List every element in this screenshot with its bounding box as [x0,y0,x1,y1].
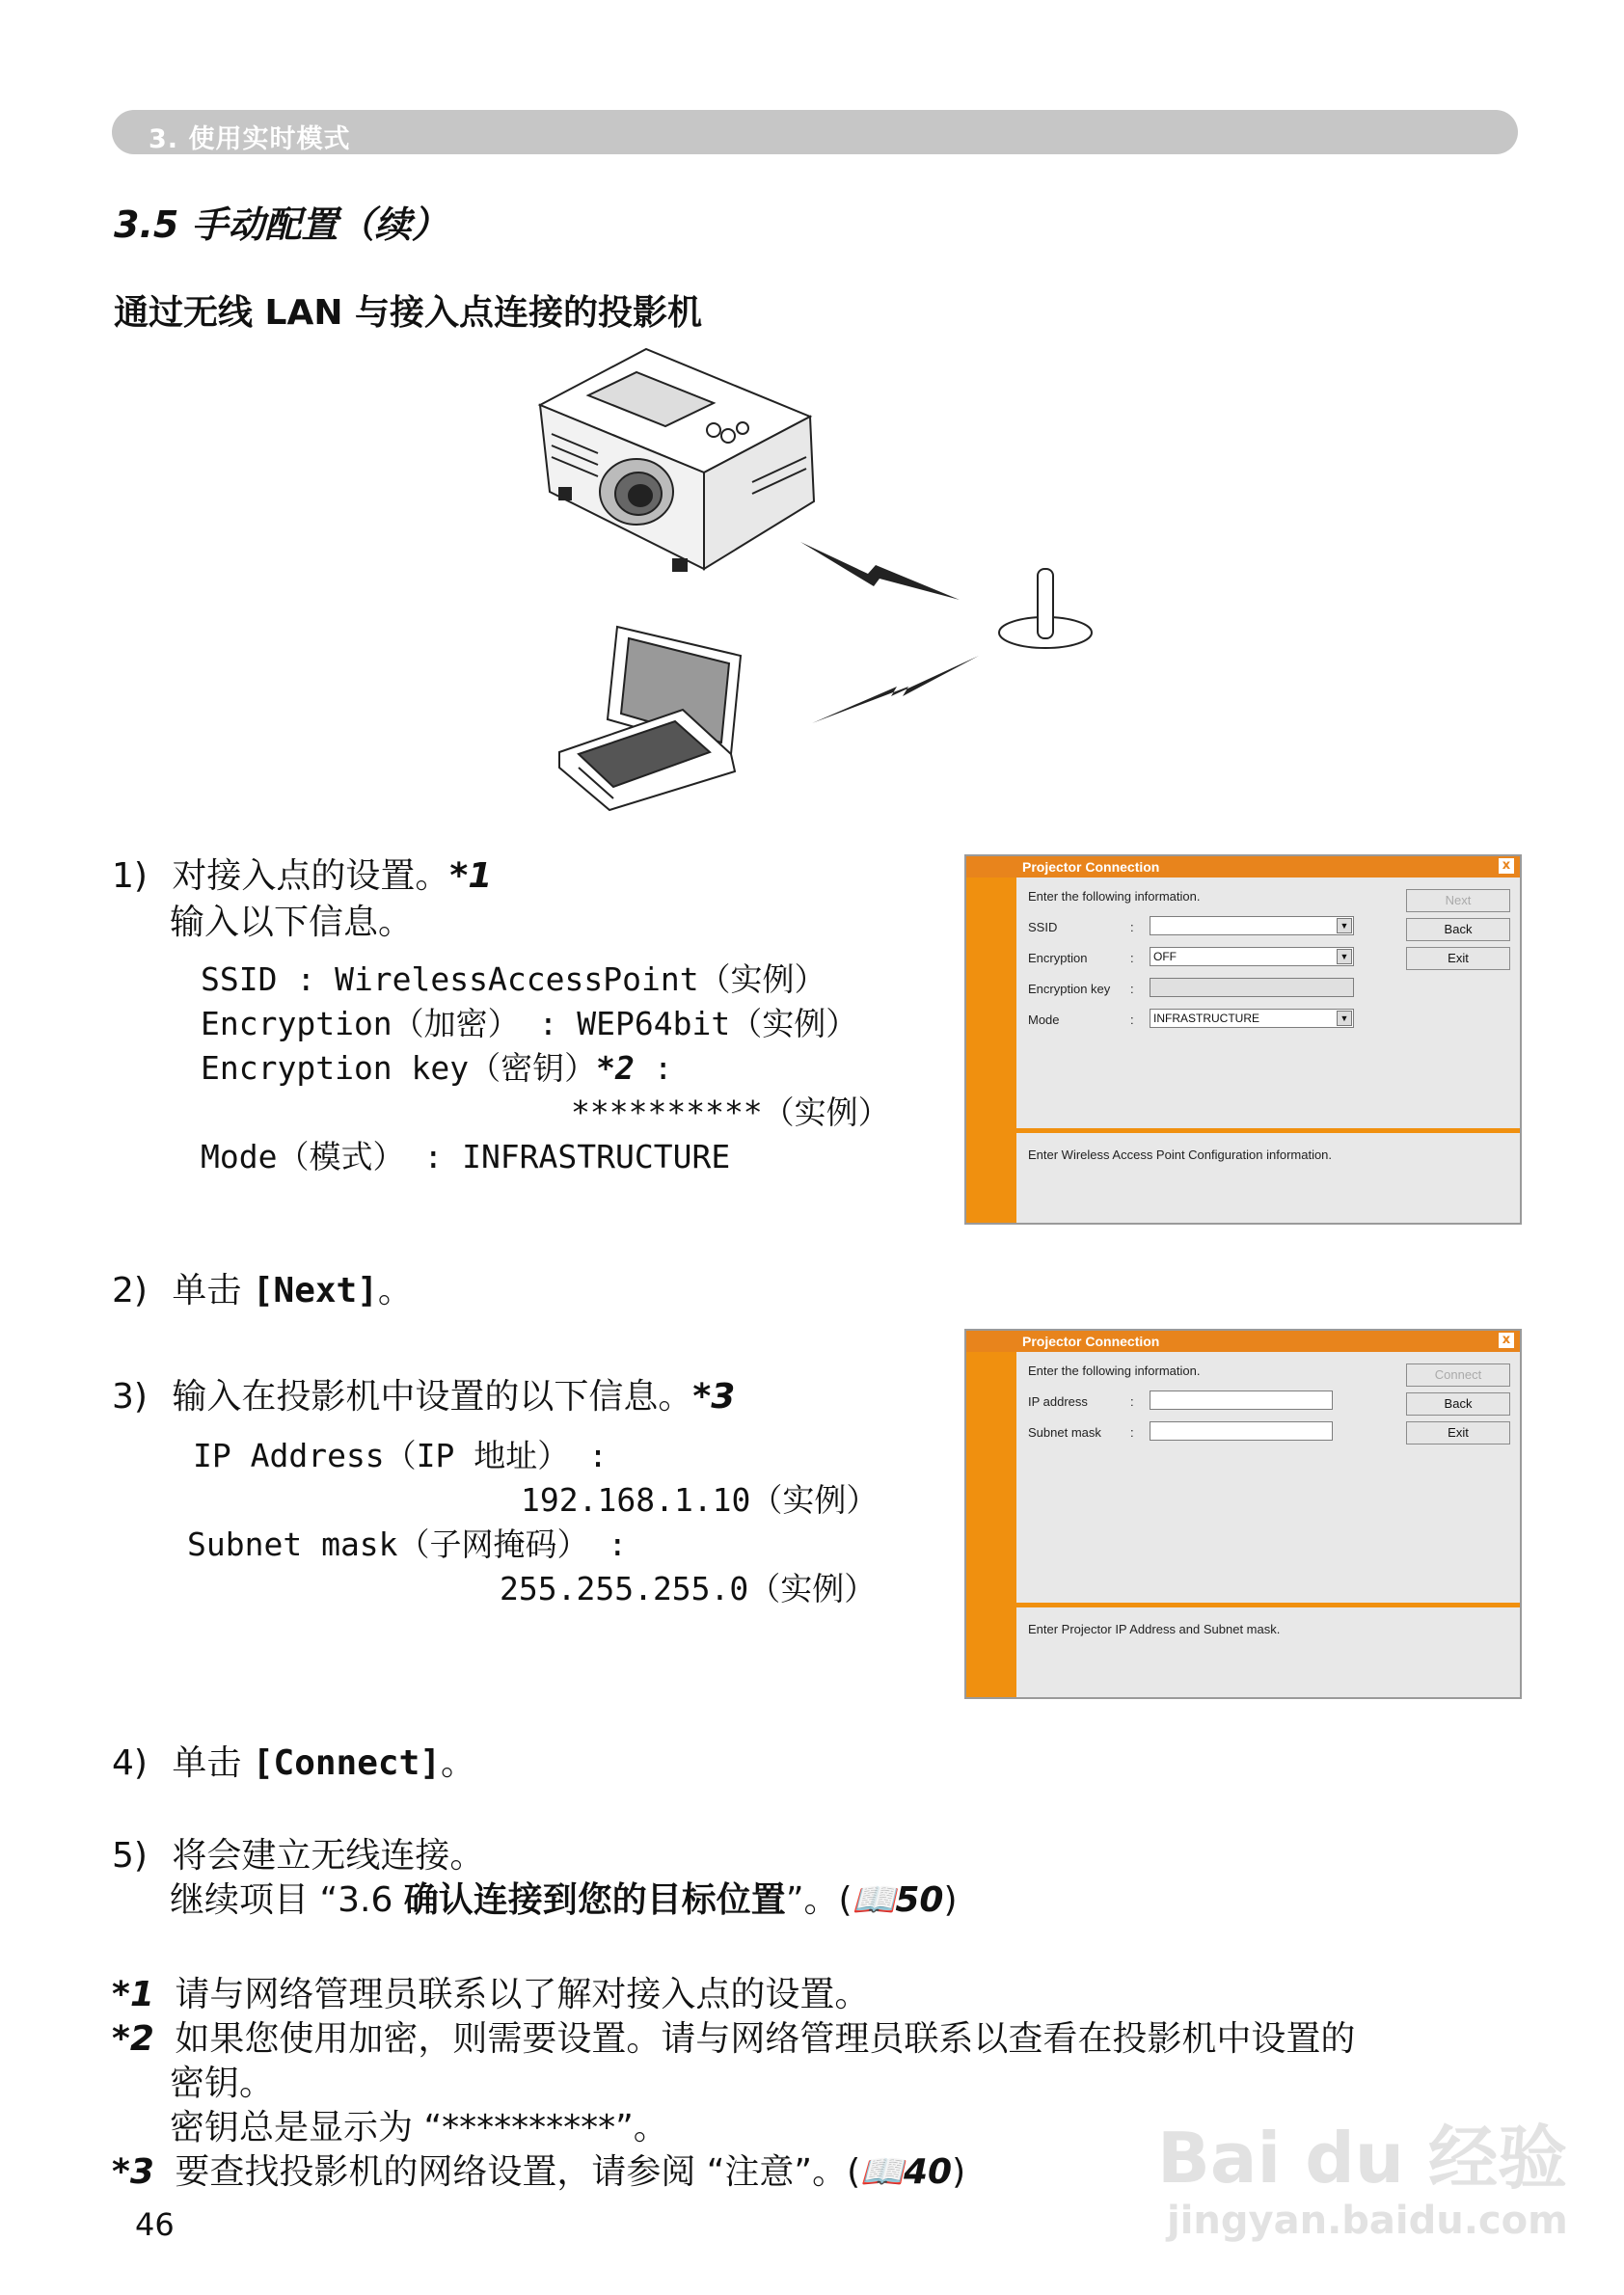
close-icon[interactable]: x [1499,1333,1514,1348]
ip-address-field-colon: : [1130,1394,1134,1409]
ip-address-field-label: IP address [1028,1394,1088,1409]
encryption-key-field-colon: : [1130,982,1134,996]
exit-button[interactable]: Exit [1406,947,1510,970]
subnet-mask-input[interactable] [1150,1421,1333,1441]
note-1-mark: *1 [112,1975,154,2014]
step-1 [112,849,492,898]
chevron-down-icon[interactable]: ▼ [1337,1011,1352,1026]
dialog-instruction: Enter the following information. [1028,1364,1201,1378]
step-5-text: 将会建立无线连接。 [172,1836,485,1876]
step-5-number: 5) [112,1836,148,1876]
subnet-mask-field-colon: : [1130,1425,1134,1440]
dialog-status-text: Enter Wireless Access Point Configuration information. [1028,1148,1333,1162]
book-icon: 📖 [860,2152,904,2192]
baidu-watermark-url: jingyan.baidu.com [1167,2199,1568,2243]
ssid-label: SSID [1028,920,1058,934]
next-button[interactable]: Next [1406,889,1510,912]
note-1-text: 请与网络管理员联系以了解对接入点的设置。 [175,1975,870,2014]
subnet-mask-value: 255.255.255.0（实例） [500,1570,877,1607]
note-ref-3: *3 [692,1377,736,1417]
encryption-select-value: OFF [1153,950,1177,963]
step-4 [112,1736,475,1785]
step-3 [112,1369,735,1418]
note-2-text: 如果您使用加密，则需要设置。请与网络管理员联系以查看在投影机中设置的 [175,2019,1356,2059]
chapter-header-bar [112,110,1518,154]
projector-connection-dialog-1 [964,854,1522,1225]
chevron-down-icon[interactable]: ▼ [1337,918,1352,933]
note-2-mark: *2 [112,2019,154,2059]
encryption-key-colon: : [634,1049,673,1087]
encryption-key-value: **********（实例） [571,1094,890,1131]
mode-select[interactable] [1150,1009,1354,1028]
exit-button[interactable]: Exit [1406,1421,1510,1444]
note-3-mark: *3 [112,2152,154,2192]
close-icon[interactable]: x [1499,858,1514,874]
page-number: 46 [135,2206,175,2243]
step-2-text: 单击 [172,1271,253,1310]
connect-button[interactable]: Connect [1406,1364,1510,1387]
step-5-close: ) [943,1880,958,1920]
dialog-side-band [966,878,1016,1223]
ip-address-value: 192.168.1.10（实例） [521,1481,879,1519]
subnet-mask-label: Subnet mask（子网掩码） : [187,1526,628,1563]
dialog-title: Projector Connection [966,856,1520,878]
connect-button-reference: [Connect] [252,1743,441,1783]
step-1-number: 1) [112,856,148,896]
note-2 [112,2012,1355,2061]
step-3-text: 输入在投影机中设置的以下信息。 [172,1377,693,1417]
encryption-colon: : [1130,951,1134,965]
note-2-line3: 密钥总是显示为 “**********”。 [170,2108,668,2147]
page-reference-50[interactable]: 50 [895,1880,944,1920]
step-5 [112,1828,484,1877]
ssid-colon: : [1130,920,1134,934]
page-reference-40[interactable]: 40 [903,2152,953,2192]
step-5-continue: 继续项目 “3.6 [170,1880,404,1920]
wireless-signal-icon [800,542,979,723]
step-4-number: 4) [112,1743,148,1783]
dialog-side-band [966,1352,1016,1697]
note-3-close: ) [952,2152,966,2192]
mode-example: Mode（模式） : INFRASTRUCTURE [201,1138,731,1175]
sub-title: 通过无线 LAN 与接入点连接的投影机 [114,293,702,333]
encryption-key-example [201,1043,673,1089]
encryption-key-input[interactable] [1150,978,1354,997]
note-1 [112,1967,869,2016]
chevron-down-icon[interactable]: ▼ [1337,949,1352,964]
step-1-line2: 输入以下信息。 [170,903,414,942]
subnet-mask-field-label: Subnet mask [1028,1425,1101,1440]
step-2-end: 。 [377,1271,413,1310]
dialog-instruction: Enter the following information. [1028,889,1201,904]
note-3-text: 要查找投影机的网络设置，请参阅 “注意”。( [175,2152,861,2192]
encryption-key-label: Encryption key（密钥） [201,1049,597,1087]
mode-select-value: INFRASTRUCTURE [1153,1012,1259,1025]
dialog-status-text: Enter Projector IP Address and Subnet mask. [1028,1622,1281,1636]
dialog-divider [1016,1128,1520,1133]
step-2-number: 2) [112,1271,148,1310]
ip-address-input[interactable] [1150,1390,1333,1410]
step-5-paren: ”。( [785,1880,853,1920]
dialog-divider [1016,1603,1520,1607]
step-2 [112,1263,413,1312]
note-2-line2: 密钥。 [170,2064,275,2103]
section-link-title[interactable]: 确认连接到您的目标位置 [403,1880,786,1920]
section-title: 3.5 手动配置（续） [114,203,448,246]
encryption-key-field-label: Encryption key [1028,982,1111,996]
book-icon: 📖 [852,1880,896,1920]
network-illustration [521,338,1119,820]
chapter-header-label: 3. 使用实时模式 [149,124,351,154]
access-point-icon [999,569,1092,648]
ssid-select[interactable] [1150,916,1354,935]
dialog-title: Projector Connection [966,1331,1520,1352]
projector-connection-dialog-2 [964,1329,1522,1699]
projector-icon [540,349,814,571]
step-5-line2 [170,1873,958,1922]
back-button[interactable]: Back [1406,1392,1510,1416]
encryption-label: Encryption [1028,951,1088,965]
step-1-text: 对接入点的设置。 [172,856,450,896]
ssid-example: SSID : WirelessAccessPoint（实例） [201,960,826,998]
note-3 [112,2145,965,2194]
note-ref-2: *2 [596,1049,635,1087]
next-button-reference: [Next] [252,1271,378,1310]
step-4-text: 单击 [172,1743,253,1783]
step-3-number: 3) [112,1377,148,1417]
mode-label: Mode [1028,1012,1060,1027]
mode-colon: : [1130,1012,1134,1027]
baidu-watermark-logo: Bai du 经验 [1157,2118,1568,2199]
laptop-icon [559,627,741,810]
ip-address-label: IP Address（IP 地址） : [193,1437,609,1474]
back-button[interactable]: Back [1406,918,1510,941]
note-ref-1: *1 [449,856,493,896]
step-4-end: 。 [440,1743,475,1783]
encryption-select[interactable] [1150,947,1354,966]
encryption-example: Encryption（加密） : WEP64bit（实例） [201,1005,858,1042]
